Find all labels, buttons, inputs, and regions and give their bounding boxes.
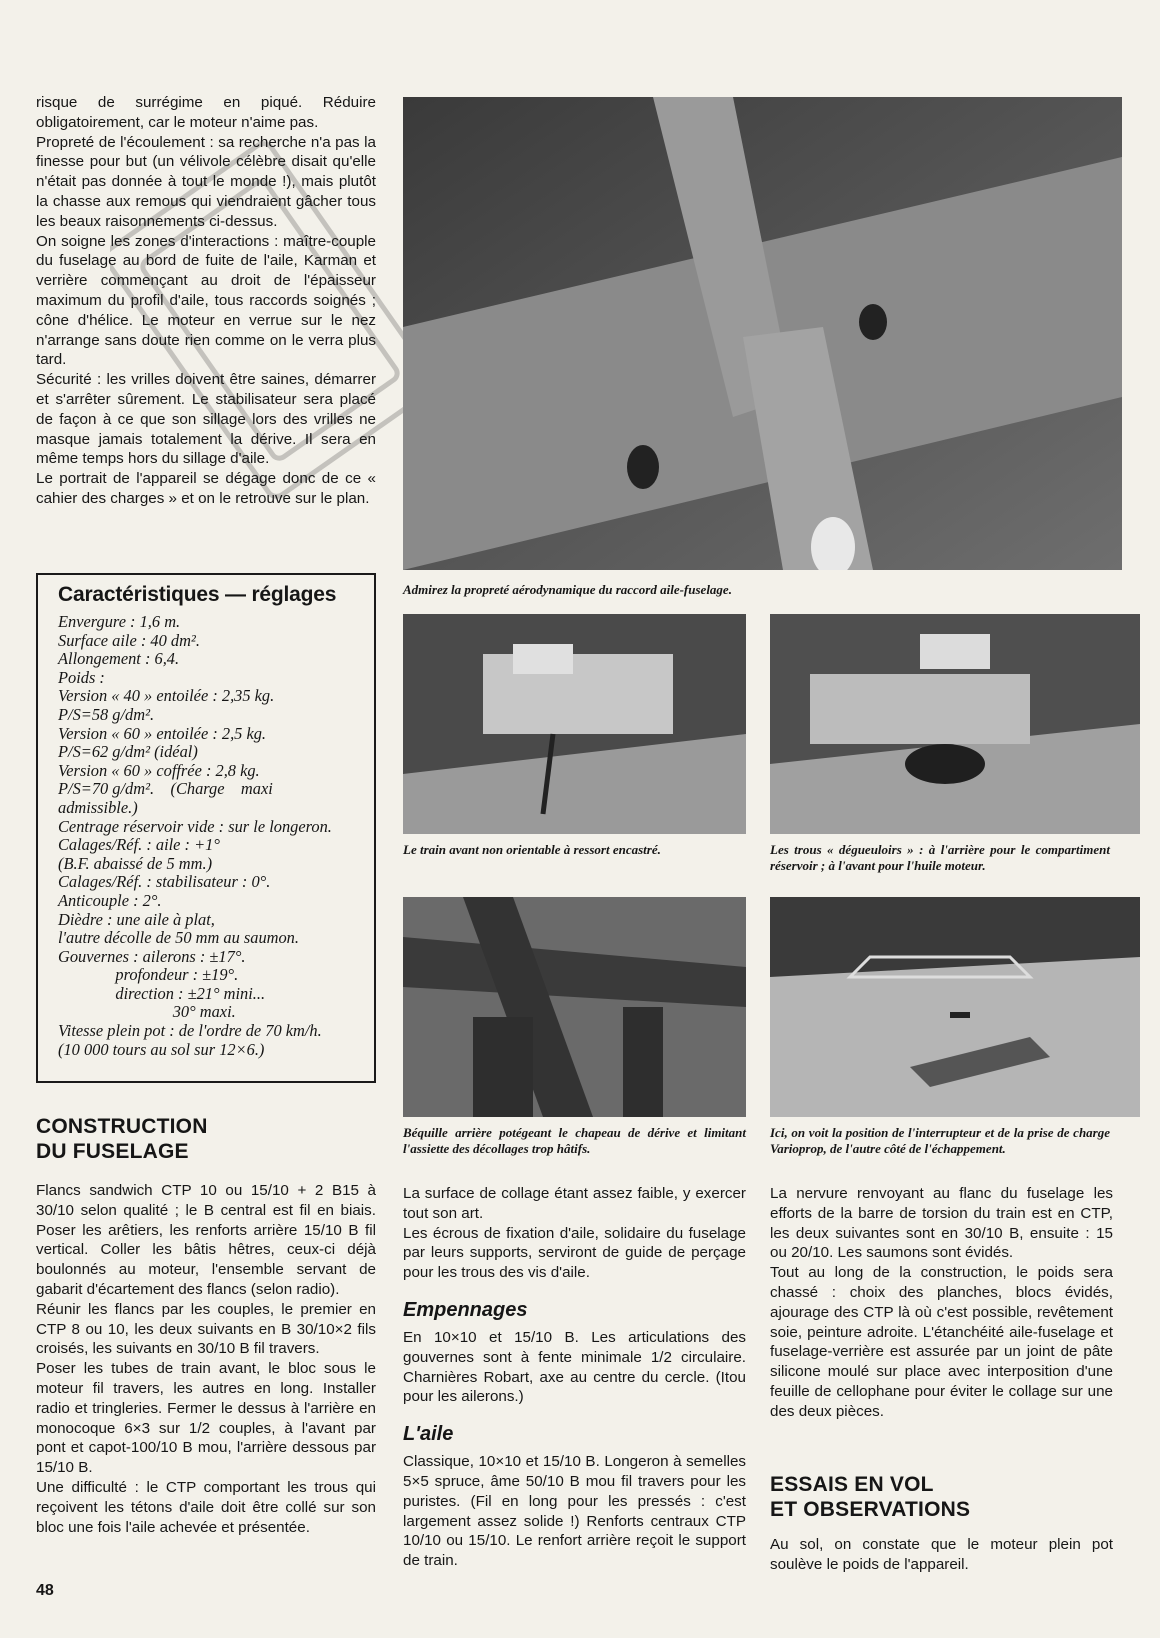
caption-tail-skid: Béquille arrière potégeant le chapeau de dérive et limitant l'assiette des décollages trop hâtifs. — [403, 1125, 746, 1156]
photo-drain-holes — [770, 614, 1140, 834]
box-title: Caractéristiques — réglages — [58, 583, 337, 606]
right-paragraph: Tout au long de la construction, le poids sera chassé : choix des planches, blocs évidés, ajourage des CTP là où c'est possible, revêtement soie, peinture adroite. L'étanchéité aile-fuselage et fuselage-verrière est assurée par un joint de pâte silicone moulé sur place avec interposition d'une feuille de cellophane pour éviter le collage sur une des deux pièces. — [770, 1264, 1113, 1420]
box-line: admissible.) — [58, 797, 138, 817]
construction-paragraph: Réunir les flancs par les couples, le premier en CTP 8 ou 10, les deux suivants en B 30/10×2 fils croisés, les suivants en 30/10 B fil travers. — [36, 1300, 376, 1358]
box-line: Envergure : 1,6 m. — [58, 612, 181, 631]
caption-switch: Ici, on voit la position de l'interrupteur et de la prise de charge Varioprop, de l'autre côté de l'échappement. — [770, 1125, 1110, 1156]
intro-paragraph: risque de surrégime en piqué. Réduire obligatoirement, car le moteur n'aime pas. — [36, 94, 376, 131]
box-line: (B.F. abaissé de 5 mm.) — [58, 853, 213, 873]
photo-front-gear — [403, 614, 746, 834]
construction-text — [36, 1181, 376, 1537]
intro-paragraph: Sécurité : les vrilles doivent être saines, démarrer et s'arrêter sûrement. Le stabilisateur sera placé de façon à ce que son sillage lors des vrilles ne masque jamais totalement la dérive. Il sera en même temps hors du sillage d'aile. — [36, 371, 376, 468]
box-line: P/S=58 g/dm². — [58, 704, 155, 724]
page-number: 48 — [36, 1582, 54, 1599]
empennages-heading: Empennages — [403, 1298, 528, 1321]
box-line: 30° maxi. — [58, 1002, 236, 1022]
box-line: Gouvernes : ailerons : ±17°. — [58, 946, 246, 966]
box-line: Anticouple : 2°. — [58, 890, 162, 910]
box-line: direction : ±21° mini... — [58, 983, 266, 1003]
right-text — [770, 1184, 1113, 1422]
middle-paragraph: Les écrous de fixation d'aile, solidaire du fuselage par leurs supports, serviront de guide de perçage pour les trous des vis d'aile. — [403, 1224, 746, 1282]
box-line: Version « 60 » entoilée : 2,5 kg. — [58, 723, 267, 743]
box-line: P/S=70 g/dm². (Charge maxi — [58, 779, 273, 799]
construction-paragraph: Une difficulté : le CTP comportant les trous qui reçoivent les tétons d'aile doit être collé sur son bloc une fois l'aile achevée et présentée. — [36, 1478, 376, 1536]
intro-text — [36, 93, 376, 509]
box-line: Version « 40 » entoilée : 2,35 kg. — [58, 686, 275, 706]
right-paragraph: La nervure renvoyant au flanc du fuselage les efforts de la barre de torsion du train est en CTP, les deux suivantes sont en 30/10 B, ensuite : 15 ou 20/10. Les saumons sont évidés. — [770, 1185, 1113, 1262]
box-line: Calages/Réf. : stabilisateur : 0°. — [58, 872, 271, 892]
box-line: Vitesse plein pot : de l'ordre de 70 km/h. — [58, 1021, 322, 1041]
essais-heading-line2: ET OBSERVATIONS — [770, 1498, 971, 1521]
aile-heading: L'aile — [403, 1423, 454, 1446]
essais-heading-line1: ESSAIS EN VOL — [770, 1473, 934, 1496]
photo-tail-skid — [403, 897, 746, 1117]
caption-main-photo: Admirez la propreté aérodynamique du raccord aile-fuselage. — [403, 582, 732, 597]
middle-paragraph: La surface de collage étant assez faible, y exercer tout son art. — [403, 1185, 746, 1222]
photo-switch — [770, 897, 1140, 1117]
intro-paragraph: On soigne les zones d'interactions : maître-couple du fuselage au bord de fuite de l'aile, Karman et verrière commençant au droit de l'épaisseur maximum du profil d'aile, tous raccords soignés ; cône d'hélice. Le moteur en verrue sur le nez n'arrange sans doute rien comme on le verra plus tard. — [36, 232, 376, 369]
caption-front-gear: Le train avant non orientable à ressort encastré. — [403, 842, 661, 857]
box-line: Centrage réservoir vide : sur le longeron. — [58, 816, 332, 836]
construction-heading-line2: DU FUSELAGE — [36, 1140, 189, 1163]
box-line: Surface aile : 40 dm². — [58, 630, 200, 650]
middle-text — [403, 1184, 746, 1571]
essais-text: Au sol, on constate que le moteur plein pot soulève le poids de l'appareil. — [770, 1536, 1113, 1573]
box-line: profondeur : ±19°. — [58, 965, 239, 985]
photo-wing-fuselage — [403, 97, 1122, 570]
construction-paragraph: Flancs sandwich CTP 10 ou 15/10 + 2 B15 à 30/10 selon qualité ; le B central est fil en biais. Poser les arêtiers, les renforts arrière 15/10 B fil vertical. Coller les bâtis hêtres, ceux-ci déjà boulonnés au moteur, l'ensemble servant de gabarit d'écartement des flancs (selon radio). — [36, 1182, 376, 1298]
intro-paragraph: Propreté de l'écoulement : sa recherche n'a pas la finesse pour but (un vélivole célèbre disait qu'elle n'était pas donnée à tout le monde !), mais plutôt la chasse aux remous qui viendraient gâcher tous les beaux raisonnements ci-dessus. — [36, 133, 376, 230]
box-line: Dièdre : une aile à plat, — [58, 909, 215, 929]
construction-heading — [36, 1114, 376, 1164]
essais-heading — [770, 1472, 1113, 1522]
box-line: (10 000 tours au sol sur 12×6.) — [58, 1039, 265, 1059]
intro-paragraph: Le portrait de l'appareil se dégage donc de ce « cahier des charges » et on le retrouve sur le plan. — [36, 470, 376, 507]
caption-drain-holes: Les trous « dégueuloirs » : à l'arrière pour le compartiment réservoir ; à l'avant pour l'huile moteur. — [770, 842, 1110, 873]
construction-paragraph: Poser les tubes de train avant, le bloc sous le moteur fil travers, les autres en long. Installer radio et tringleries. Fermer le dessus à l'arrière en monocoque 6×3 sur 1/2 couples, à l'avant par pont et capot-100/10 B mou, l'arrière dessous par 15/10 B. — [36, 1360, 376, 1477]
box-line: P/S=62 g/dm² (idéal) — [58, 742, 198, 762]
box-line: Allongement : 6,4. — [58, 649, 180, 669]
box-line: Version « 60 » coffrée : 2,8 kg. — [58, 760, 260, 780]
construction-heading-line1: CONSTRUCTION — [36, 1115, 208, 1138]
characteristics-box — [36, 573, 376, 1083]
aile-text: Classique, 10×10 et 15/10 B. Longeron à semelles 5×5 spruce, âme 50/10 B mou fil travers pour les puristes. (Fil en long pour les pressés : c'est largement assez solide !) Renforts centraux CTP 10/10 ou 15/10. Le renfort arrière reçoit le support de train. — [403, 1453, 746, 1570]
box-line: Calages/Réf. : aile : +1° — [58, 835, 220, 855]
box-line: Poids : — [58, 667, 105, 687]
box-line: l'autre décolle de 50 mm au saumon. — [58, 928, 299, 948]
empennages-text: En 10×10 et 15/10 B. Les articulations des gouvernes sont à fente minimale 1/2 circulaire. Charnières Robart, axe au centre du cercle. (Itou pour les ailerons.) — [403, 1328, 746, 1406]
